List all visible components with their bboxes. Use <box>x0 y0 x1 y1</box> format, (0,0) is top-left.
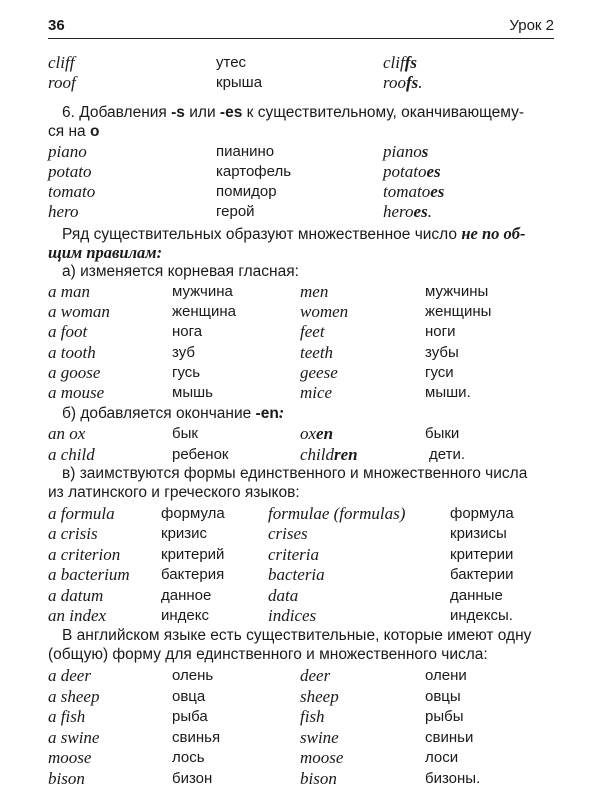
singular-word: a mouse <box>48 383 105 402</box>
plural-translation: бизоны. <box>425 770 481 787</box>
plural-translation: мыши. <box>425 384 471 401</box>
singular-word: cliff <box>48 53 75 72</box>
translation: пианино <box>216 143 275 160</box>
irregular-intro-line1: Ряд существительных образуют множественное число не по об- <box>62 224 526 243</box>
singular-word: moose <box>48 748 92 768</box>
plural-translation: мужчины <box>425 283 489 300</box>
translation: картофель <box>216 163 292 180</box>
plural-word: indices <box>268 606 317 625</box>
plural-translation: бактерии <box>450 566 514 584</box>
plural-translation: ноги <box>425 323 456 341</box>
translation: крыша <box>216 74 263 91</box>
plural-word: moose <box>300 748 344 768</box>
section-v-label-line2: из латинского и греческого языков: <box>48 484 300 501</box>
singular-word: a tooth <box>48 342 96 362</box>
translation: свинья <box>172 728 221 746</box>
singular-word: an ox <box>48 424 86 443</box>
plural-word: roofs. <box>383 73 423 92</box>
translation: утес <box>216 54 247 71</box>
singular-word: a sheep <box>48 686 100 706</box>
plural-word: swine <box>300 727 339 747</box>
chapter-title: Урок 2 <box>509 17 554 34</box>
page-number: 36 <box>48 17 65 34</box>
plural-translation: рыбы <box>425 708 464 726</box>
translation: формула <box>161 505 225 522</box>
translation: олень <box>172 667 214 684</box>
plural-word: children <box>300 445 358 464</box>
singular-word: a swine <box>48 727 100 747</box>
plural-word: women <box>300 302 349 322</box>
plural-translation: овцы <box>425 687 461 705</box>
plural-translation: зубы <box>425 343 459 361</box>
plural-word: bacteria <box>268 565 325 585</box>
plural-translation: олени <box>425 667 467 684</box>
page-header <box>48 17 554 39</box>
singular-word: hero <box>48 202 79 221</box>
plural-translation: кризисы <box>450 525 507 543</box>
header-divider <box>48 38 554 39</box>
plural-word: pianos <box>383 142 429 161</box>
singular-word: a datum <box>48 585 104 605</box>
plural-word: teeth <box>300 342 334 362</box>
translation: кризис <box>161 525 208 543</box>
plural-word: sheep <box>300 686 339 706</box>
translation: лось <box>172 749 205 767</box>
translation: бык <box>172 425 198 442</box>
plural-word: men <box>300 282 329 301</box>
plural-translation: быки <box>425 425 460 442</box>
translation: герой <box>216 203 255 220</box>
plural-word: tomatoes <box>383 182 445 201</box>
rule-6-line1: 6. Добавления -s или -es к существительному, оканчивающему- <box>62 104 525 121</box>
singular-word: a criterion <box>48 544 121 564</box>
translation: индекс <box>161 607 209 624</box>
singular-word: potato <box>48 162 92 181</box>
translation: овца <box>172 687 206 705</box>
singular-word: a foot <box>48 322 88 342</box>
plural-translation: данные <box>450 586 503 604</box>
section-b-label: б) добавляется окончание -en: <box>62 403 285 422</box>
singular-word: tomato <box>48 182 96 201</box>
plural-word: geese <box>300 362 338 382</box>
singular-word: a crisis <box>48 524 98 544</box>
plural-word: fish <box>300 707 325 727</box>
translation: зуб <box>172 343 195 361</box>
singular-word: piano <box>48 142 87 161</box>
translation: помидор <box>216 183 277 200</box>
singular-word: a man <box>48 282 91 301</box>
plural-word: deer <box>300 666 331 685</box>
singular-word: a deer <box>48 666 91 685</box>
section-v-label-line1: в) заимствуются формы единственного и множественного числа <box>62 465 528 482</box>
rule-6-line2: ся на o <box>48 123 100 140</box>
plural-translation: формула <box>450 505 514 522</box>
translation: рыба <box>172 708 208 726</box>
plural-word: mice <box>300 383 333 402</box>
translation: бактерия <box>161 566 225 584</box>
singular-word: a formula <box>48 504 115 523</box>
translation: нога <box>172 323 203 341</box>
plural-word: cliffs <box>383 53 417 72</box>
plural-translation: женщины <box>425 303 492 321</box>
plural-translation: свиньи <box>425 728 474 746</box>
singular-word: an index <box>48 606 107 625</box>
singular-word: a child <box>48 445 95 464</box>
translation: бизон <box>172 770 213 787</box>
plural-word: oxen <box>300 424 334 443</box>
translation: данное <box>161 586 212 604</box>
irregular-intro-line2: щим правилам: <box>48 243 163 262</box>
plural-translation: гуси <box>425 363 454 381</box>
translation: ребенок <box>172 446 229 463</box>
section-a-label: а) изменяется корневая гласная: <box>62 263 299 280</box>
plural-translation: дети. <box>429 446 466 463</box>
same-form-line1: В английском языке есть существительные, которые имеют одну <box>62 627 532 644</box>
plural-word: potatoes <box>383 162 441 181</box>
plural-word: formulae (formulas) <box>268 504 406 523</box>
singular-word: a woman <box>48 302 110 322</box>
singular-word: a goose <box>48 362 101 382</box>
singular-word: a bacterium <box>48 565 130 585</box>
plural-word: crises <box>268 524 308 544</box>
singular-word: roof <box>48 73 76 92</box>
plural-word: heroes. <box>383 202 432 221</box>
plural-word: data <box>268 585 299 605</box>
translation: женщина <box>172 303 237 321</box>
plural-translation: индексы. <box>450 607 513 624</box>
plural-word: feet <box>300 322 325 342</box>
translation: критерий <box>161 545 225 563</box>
plural-word: criteria <box>268 544 319 564</box>
plural-translation: лоси <box>425 749 459 767</box>
translation: мышь <box>172 384 213 401</box>
plural-translation: критерии <box>450 545 514 563</box>
same-form-line2: (общую) форму для единственного и множественного числа: <box>48 646 488 663</box>
singular-word: a fish <box>48 707 86 727</box>
singular-word: bison <box>48 769 85 788</box>
plural-word: bison <box>300 769 337 788</box>
translation: гусь <box>172 363 201 381</box>
translation: мужчина <box>172 283 233 300</box>
